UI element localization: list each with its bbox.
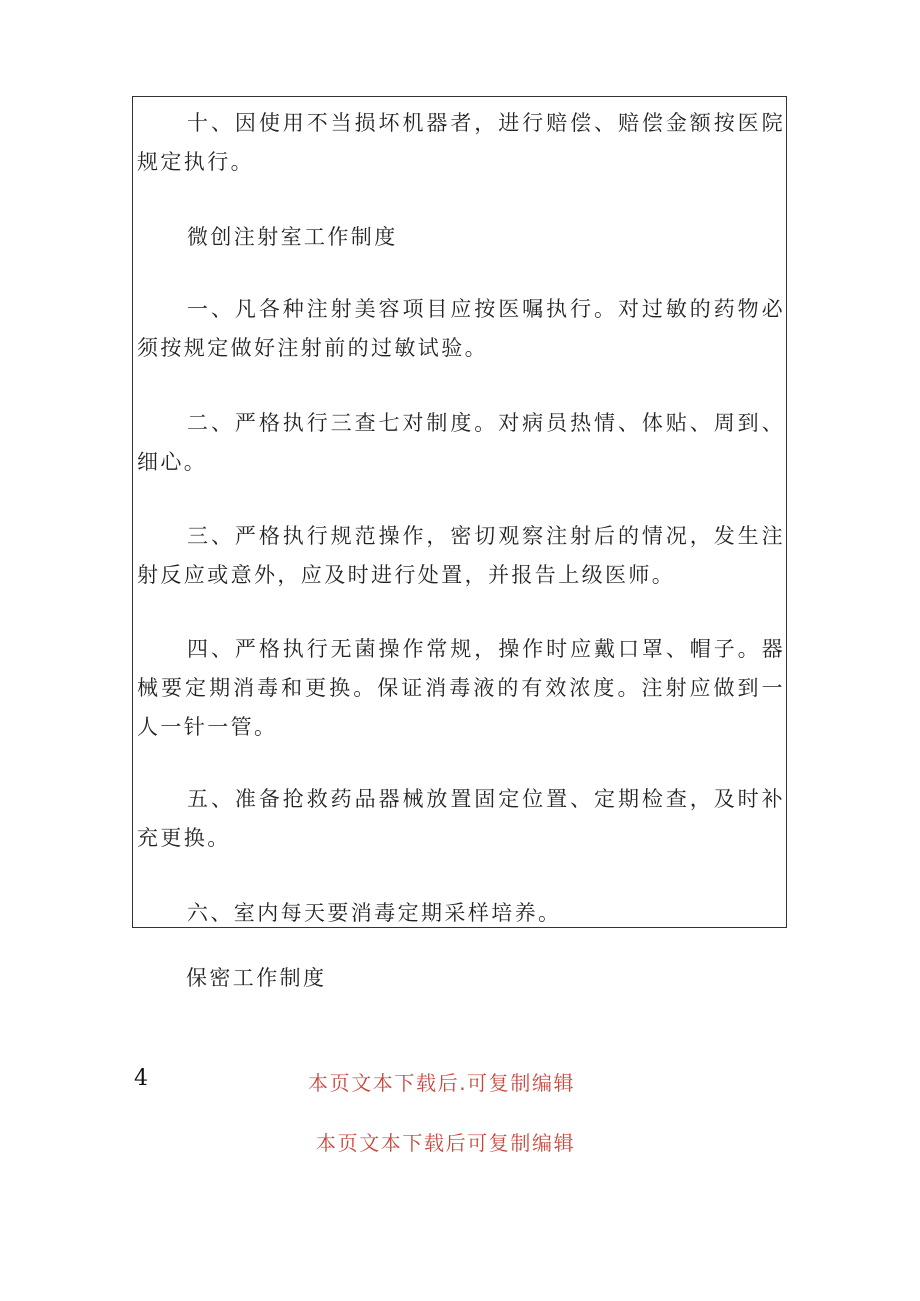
page-number: 4 xyxy=(134,1066,148,1091)
rule-item-6: 六、室内每天要消毒定期采样培养。 xyxy=(187,901,562,925)
rule-item-2: 二、严格执行三查七对制度。对病员热情、体贴、周到、细心。 xyxy=(137,411,785,474)
rule-item-4: 四、严格执行无菌操作常规，操作时应戴口罩、帽子。器械要定期消毒和更换。保证消毒液的有效浓度。注射应做到一人一针一管。 xyxy=(137,637,785,739)
download-notice: 本页文本下载后.可复制编辑 xyxy=(308,1071,576,1095)
rule-item-10: 十、因使用不当损坏机器者，进行赔偿、赔偿金额按医院规定执行。 xyxy=(137,111,785,174)
content-table-cell xyxy=(132,96,787,928)
rule-item-5: 五、准备抢救药品器械放置固定位置、定期检查，及时补充更换。 xyxy=(137,787,785,850)
rule-item-3: 三、严格执行规范操作，密切观察注射后的情况，发生注射反应或意外，应及时进行处置，并报告上级医师。 xyxy=(137,524,785,587)
section-title: 微创注射室工作制度 xyxy=(187,225,398,249)
next-section-title: 保密工作制度 xyxy=(186,966,327,990)
rule-item-1: 一、凡各种注射美容项目应按医嘱执行。对过敏的药物必须按规定做好注射前的过敏试验。 xyxy=(137,297,785,360)
download-notice-repeat: 本页文本下载后可复制编辑 xyxy=(316,1131,576,1155)
